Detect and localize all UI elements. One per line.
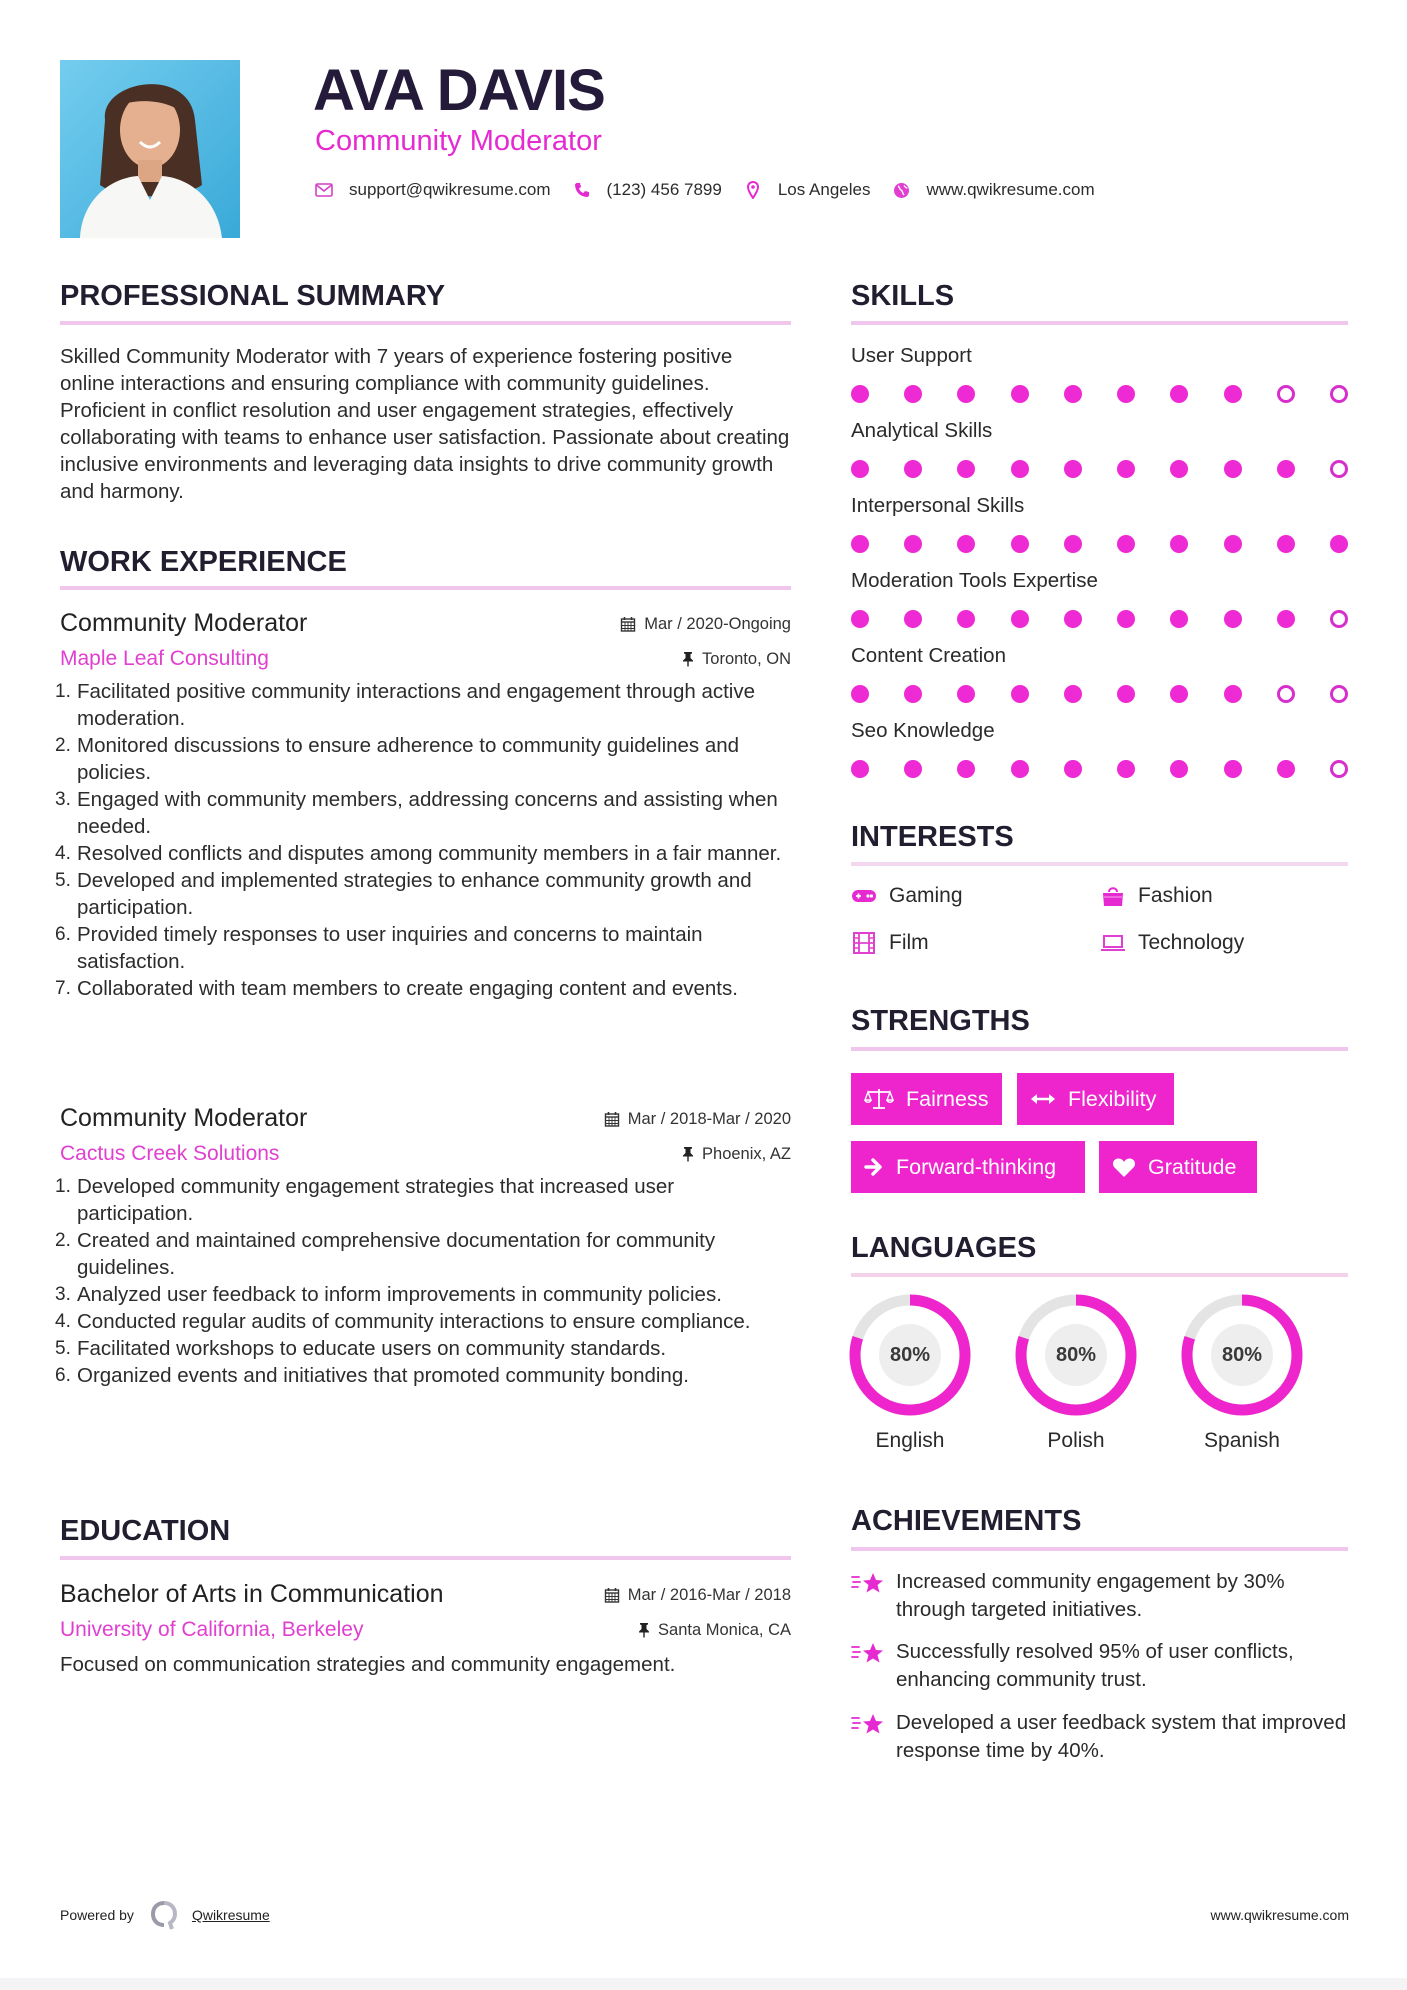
job-location-text: Toronto, ON [702, 650, 791, 668]
skill-dot-empty [1330, 685, 1348, 703]
summary-text: Skilled Community Moderator with 7 years of experience fostering positive online interactions and ensuring compliance with community guidelines. Proficient in conflict resolution and user engagement strategies, effectively collaborating with teams to enhance user satisfaction. Passionate about creating inclusive environments and leveraging data insights to drive community growth and harmony. [60, 345, 790, 503]
page-bottom-edge [0, 1978, 1407, 1990]
qwikresume-link[interactable]: Qwikresume [191, 1907, 270, 1923]
achievement-text: Increased community engagement by 30% through targeted initiatives. [896, 1570, 1285, 1621]
powered-by-label: Powered by [60, 1907, 134, 1923]
achievement-text: Successfully resolved 95% of user conflicts, enhancing community trust. [896, 1640, 1294, 1691]
skill-rating [851, 685, 1348, 703]
skill-dot-filled [904, 685, 922, 703]
skill-name: Content Creation [851, 644, 1006, 667]
education-description: Focused on communication strategies and community engagement. [60, 1653, 676, 1676]
strength-label: Fairness [906, 1086, 989, 1111]
skill-name: Interpersonal Skills [851, 494, 1025, 517]
job-bullet: 2. Monitored discussions to ensure adherence to community guidelines and policies. [55, 734, 740, 784]
job-entry [55, 1103, 791, 1389]
skill-item [851, 718, 1348, 778]
film-icon [851, 932, 877, 954]
pushpin-icon [638, 1622, 650, 1638]
language-progress-ring [849, 1294, 971, 1416]
job-company: Cactus Creek Solutions [60, 1142, 280, 1165]
skill-name: Moderation Tools Expertise [851, 569, 1098, 592]
achievement-text: Developed a user feedback system that improved response time by 40%. [896, 1711, 1347, 1762]
language-item [1015, 1294, 1137, 1454]
job-bullet: 6. Organized events and initiatives that promoted community bonding. [55, 1364, 689, 1387]
skill-dot-filled [1064, 535, 1082, 553]
strength-label: Gratitude [1148, 1154, 1237, 1179]
profile-photo-image [60, 60, 240, 238]
education-entry [60, 1579, 791, 1678]
candidate-title: Community Moderator [315, 125, 602, 157]
skill-dot-filled [1170, 610, 1188, 628]
skill-dot-filled [1064, 685, 1082, 703]
job-bullet: 1. Facilitated positive community interactions and engagement through active moderation. [55, 680, 756, 730]
skill-dot-filled [851, 610, 869, 628]
skill-dot-filled [1224, 685, 1242, 703]
skill-name: Analytical Skills [851, 419, 993, 442]
education-degree: Bachelor of Arts in Communication [60, 1580, 444, 1608]
skill-dot-filled [1011, 535, 1029, 553]
contact-phone-text: (123) 456 7899 [606, 180, 722, 199]
language-percent: 80% [889, 1343, 931, 1366]
education-date [604, 1585, 791, 1605]
skill-name: User Support [851, 344, 972, 367]
skill-item [851, 343, 1348, 403]
languages-divider [851, 1273, 1348, 1277]
gamepad-icon [851, 885, 877, 907]
skill-dot-filled [904, 385, 922, 403]
job-bullet: 4. Resolved conflicts and disputes among community members in a fair manner. [55, 842, 782, 865]
job-title: Community Moderator [60, 1104, 308, 1132]
job-bullet: 4. Conducted regular audits of community interactions to ensure compliance. [55, 1310, 751, 1333]
language-name: Spanish [1204, 1429, 1280, 1452]
skill-dot-filled [1170, 760, 1188, 778]
skill-dot-filled [1277, 460, 1295, 478]
skill-dot-filled [1224, 610, 1242, 628]
skill-item [851, 418, 1348, 478]
contact-phone[interactable] [573, 180, 722, 200]
skill-dot-empty [1277, 385, 1295, 403]
skill-dot-filled [1117, 685, 1135, 703]
skill-dot-filled [1224, 460, 1242, 478]
footer-website[interactable]: www.qwikresume.com [1210, 1907, 1349, 1923]
contact-location [744, 180, 871, 200]
skill-dot-empty [1330, 460, 1348, 478]
pushpin-icon [682, 1146, 694, 1162]
job-bullet: 6. Provided timely responses to user inquiries and concerns to maintain satisfaction. [55, 923, 703, 973]
skill-dot-filled [1117, 760, 1135, 778]
achievements-divider [851, 1547, 1348, 1551]
contact-email[interactable] [315, 180, 551, 200]
strength-badge [851, 1141, 1085, 1193]
language-item [849, 1294, 971, 1454]
skill-dot-filled [1224, 385, 1242, 403]
skill-dot-filled [1277, 535, 1295, 553]
job-date-text: Mar / 2018-Mar / 2020 [627, 1110, 791, 1128]
strength-badge [1099, 1141, 1257, 1193]
job-company: Maple Leaf Consulting [60, 647, 269, 670]
skills-heading: SKILLS [851, 280, 955, 312]
skill-dot-filled [1064, 610, 1082, 628]
qwikresume-logo-icon [150, 1900, 178, 1930]
skill-dot-filled [851, 535, 869, 553]
language-progress-ring [1015, 1294, 1137, 1416]
skill-dot-filled [957, 610, 975, 628]
interest-film [851, 930, 929, 956]
strengths-heading: STRENGTHS [851, 1005, 1030, 1037]
language-name: Polish [1047, 1429, 1105, 1452]
skill-dot-filled [1011, 610, 1029, 628]
education-header [60, 1579, 791, 1651]
calendar-icon [604, 1587, 620, 1603]
job-location [682, 649, 791, 669]
skill-dot-filled [1064, 385, 1082, 403]
skill-dot-filled [1170, 460, 1188, 478]
skill-item [851, 568, 1348, 628]
skill-dot-filled [851, 760, 869, 778]
skill-dot-filled [904, 460, 922, 478]
job-bullet: 7. Collaborated with team members to create engaging content and events. [55, 977, 738, 1000]
globe-icon [892, 181, 910, 199]
interest-fashion [1100, 883, 1213, 909]
skill-dot-filled [1170, 535, 1188, 553]
skill-dot-filled [1277, 760, 1295, 778]
skill-dot-empty [1330, 385, 1348, 403]
skill-dot-empty [1330, 760, 1348, 778]
job-bullet: 3. Engaged with community members, addressing concerns and assisting when needed. [55, 788, 778, 838]
interest-label: Fashion [1138, 884, 1213, 907]
interest-label: Gaming [889, 884, 963, 907]
experience-heading: WORK EXPERIENCE [60, 546, 347, 578]
language-name: English [875, 1429, 945, 1452]
skill-rating [851, 760, 1348, 778]
shooting-star-icon [851, 1568, 885, 1624]
calendar-icon [620, 616, 636, 632]
skill-dot-filled [957, 685, 975, 703]
education-location-text: Santa Monica, CA [658, 1621, 791, 1639]
job-bullets [55, 1173, 791, 1389]
skill-dot-filled [1011, 760, 1029, 778]
calendar-icon [604, 1111, 620, 1127]
job-date-text: Mar / 2020-Ongoing [644, 615, 791, 633]
education-heading: EDUCATION [60, 1515, 231, 1547]
skill-dot-filled [904, 535, 922, 553]
skill-dot-filled [957, 535, 975, 553]
skill-dot-filled [851, 460, 869, 478]
skill-dot-filled [957, 385, 975, 403]
job-location-text: Phoenix, AZ [702, 1145, 791, 1163]
job-title: Community Moderator [60, 609, 308, 637]
skill-rating [851, 610, 1348, 628]
job-bullets [55, 678, 791, 1002]
strengths-divider [851, 1047, 1348, 1051]
shooting-star-icon [851, 1709, 885, 1765]
job-bullet: 1. Developed community engagement strategies that increased user participation. [55, 1175, 675, 1225]
interest-gaming [851, 883, 963, 909]
skills-divider [851, 321, 1348, 325]
skill-dot-filled [904, 760, 922, 778]
job-header [60, 608, 791, 678]
skill-dot-filled [1330, 535, 1348, 553]
contact-website[interactable] [892, 180, 1094, 200]
strength-badge [851, 1073, 1002, 1125]
skill-dot-filled [904, 610, 922, 628]
skill-dot-empty [1277, 685, 1295, 703]
profile-photo [60, 60, 240, 238]
candidate-name: AVA DAVIS [313, 58, 605, 123]
languages-heading: LANGUAGES [851, 1232, 1037, 1264]
interests-heading: INTERESTS [851, 821, 1014, 853]
skill-dot-filled [1277, 610, 1295, 628]
job-entry [55, 608, 791, 1002]
interests-divider [851, 862, 1348, 866]
achievements-heading: ACHIEVEMENTS [851, 1505, 1082, 1537]
skill-dot-filled [1224, 535, 1242, 553]
map-pin-icon [744, 181, 762, 199]
skill-rating [851, 385, 1348, 403]
skill-rating [851, 460, 1348, 478]
skill-item [851, 493, 1348, 553]
skill-dot-filled [1011, 385, 1029, 403]
skill-dot-filled [1117, 610, 1135, 628]
skill-dot-filled [1064, 460, 1082, 478]
laptop-icon [1100, 932, 1126, 954]
skill-dot-filled [1170, 685, 1188, 703]
achievement-item [851, 1709, 1348, 1765]
education-date-text: Mar / 2016-Mar / 2018 [627, 1586, 791, 1604]
skill-dot-filled [851, 385, 869, 403]
job-date [604, 1109, 791, 1129]
interest-label: Technology [1138, 931, 1245, 954]
interest-label: Film [889, 931, 929, 954]
balance-scale-icon [864, 1087, 894, 1111]
summary-divider [60, 321, 791, 325]
job-bullet: 3. Analyzed user feedback to inform improvements in community policies. [55, 1283, 722, 1306]
heart-icon [1112, 1157, 1136, 1178]
experience-divider [60, 586, 791, 590]
skill-dot-filled [1117, 460, 1135, 478]
skill-dot-filled [1011, 685, 1029, 703]
skill-dot-filled [957, 760, 975, 778]
arrow-right-icon [864, 1158, 884, 1176]
job-header [60, 1103, 791, 1173]
strength-badge [1017, 1073, 1174, 1125]
skill-dot-empty [1330, 610, 1348, 628]
interest-technology [1100, 930, 1244, 956]
language-percent: 80% [1055, 1343, 1097, 1366]
education-school: University of California, Berkeley [60, 1618, 364, 1641]
contact-row [315, 177, 1117, 203]
arrows-horizontal-icon [1030, 1092, 1056, 1106]
achievement-item [851, 1568, 1348, 1624]
phone-icon [573, 181, 591, 199]
contact-email-text: support@qwikresume.com [349, 180, 551, 199]
pushpin-icon [682, 651, 694, 667]
envelope-icon [315, 181, 333, 199]
job-bullet: 5. Developed and implemented strategies to enhance community growth and participation. [55, 869, 752, 919]
summary-heading: PROFESSIONAL SUMMARY [60, 280, 446, 312]
strength-label: Forward-thinking [896, 1154, 1057, 1179]
skill-dot-filled [1011, 460, 1029, 478]
language-percent: 80% [1221, 1343, 1263, 1366]
skill-dot-filled [1117, 535, 1135, 553]
language-progress-ring [1181, 1294, 1303, 1416]
skill-rating [851, 535, 1348, 553]
skill-dot-filled [1064, 760, 1082, 778]
skill-dot-filled [1224, 760, 1242, 778]
footer-powered-by [60, 1900, 270, 1930]
skill-dot-filled [957, 460, 975, 478]
education-location [638, 1620, 791, 1640]
language-item [1181, 1294, 1303, 1454]
skill-dot-filled [1170, 385, 1188, 403]
contact-location-text: Los Angeles [777, 180, 871, 199]
job-bullet: 2. Created and maintained comprehensive documentation for community guidelines. [55, 1229, 716, 1279]
skill-dot-filled [851, 685, 869, 703]
skill-item [851, 643, 1348, 703]
job-date [620, 614, 791, 634]
strength-label: Flexibility [1068, 1086, 1157, 1111]
job-location [682, 1144, 791, 1164]
achievement-item [851, 1638, 1348, 1694]
skill-name: Seo Knowledge [851, 719, 995, 742]
job-bullet: 5. Facilitated workshops to educate users on community standards. [55, 1337, 667, 1360]
contact-website-text: www.qwikresume.com [926, 180, 1095, 199]
shopping-bag-icon [1100, 885, 1126, 907]
shooting-star-icon [851, 1638, 885, 1694]
skill-dot-filled [1117, 385, 1135, 403]
education-divider [60, 1556, 791, 1560]
